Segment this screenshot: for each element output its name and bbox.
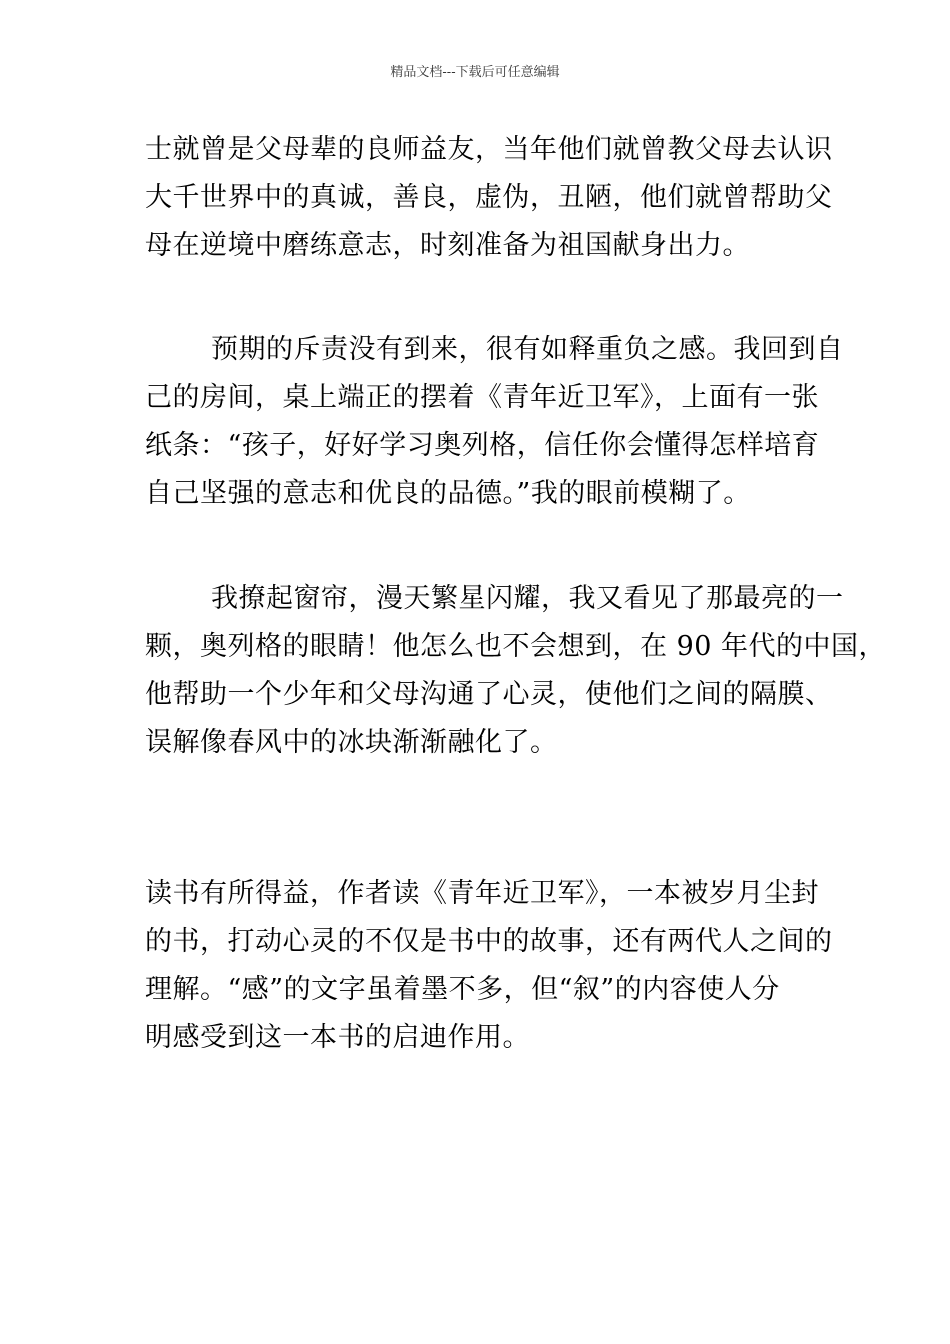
- paragraph-line: 明感受到这一本书的启迪作用。: [145, 1022, 530, 1053]
- page-header: 精品文档---下载后可任意编辑: [390, 65, 560, 80]
- paragraph-line: 母在逆境中磨练意志，时刻准备为祖国献身出力。: [145, 230, 750, 261]
- paragraph-1: [145, 126, 833, 270]
- paragraph-2: [145, 326, 844, 518]
- paragraph-line: 预期的斥责没有到来，很有如释重负之感。我回到自: [211, 334, 844, 365]
- paragraph-line: 我撩起窗帘，漫天繁星闪耀，我又看见了那最亮的一: [211, 583, 844, 614]
- paragraph-line: 颗，奥列格的眼睛！他怎么也不会想到，在 90 年代的中国，: [145, 631, 887, 662]
- paragraph-line: 误解像春风中的冰块渐渐融化了。: [145, 727, 558, 758]
- paragraph-line: 己的房间，桌上端正的摆着《青年近卫军》，上面有一张: [145, 382, 819, 413]
- paragraph-3: [145, 575, 887, 767]
- paragraph-4: [145, 870, 833, 1062]
- paragraph-line: 大千世界中的真诚，善良，虚伪，丑陋，他们就曾帮助父: [145, 182, 833, 213]
- paragraph-line: 自己坚强的意志和优良的品德。”我的眼前模糊了。: [145, 478, 751, 509]
- paragraph-line: 纸条：“孩子，好好学习奥列格，信任你会懂得怎样培育: [145, 430, 820, 461]
- paragraph-line: 理解。“感”的文字虽着墨不多，但“叙”的内容使人分: [145, 974, 780, 1005]
- paragraph-line: 读书有所得益，作者读《青年近卫军》，一本被岁月尘封: [145, 878, 819, 909]
- paragraph-line: 他帮助一个少年和父母沟通了心灵，使他们之间的隔膜、: [145, 679, 833, 710]
- paragraph-line: 士就曾是父母辈的良师益友，当年他们就曾教父母去认识: [145, 134, 833, 165]
- paragraph-line: 的书，打动心灵的不仅是书中的故事，还有两代人之间的: [145, 926, 833, 957]
